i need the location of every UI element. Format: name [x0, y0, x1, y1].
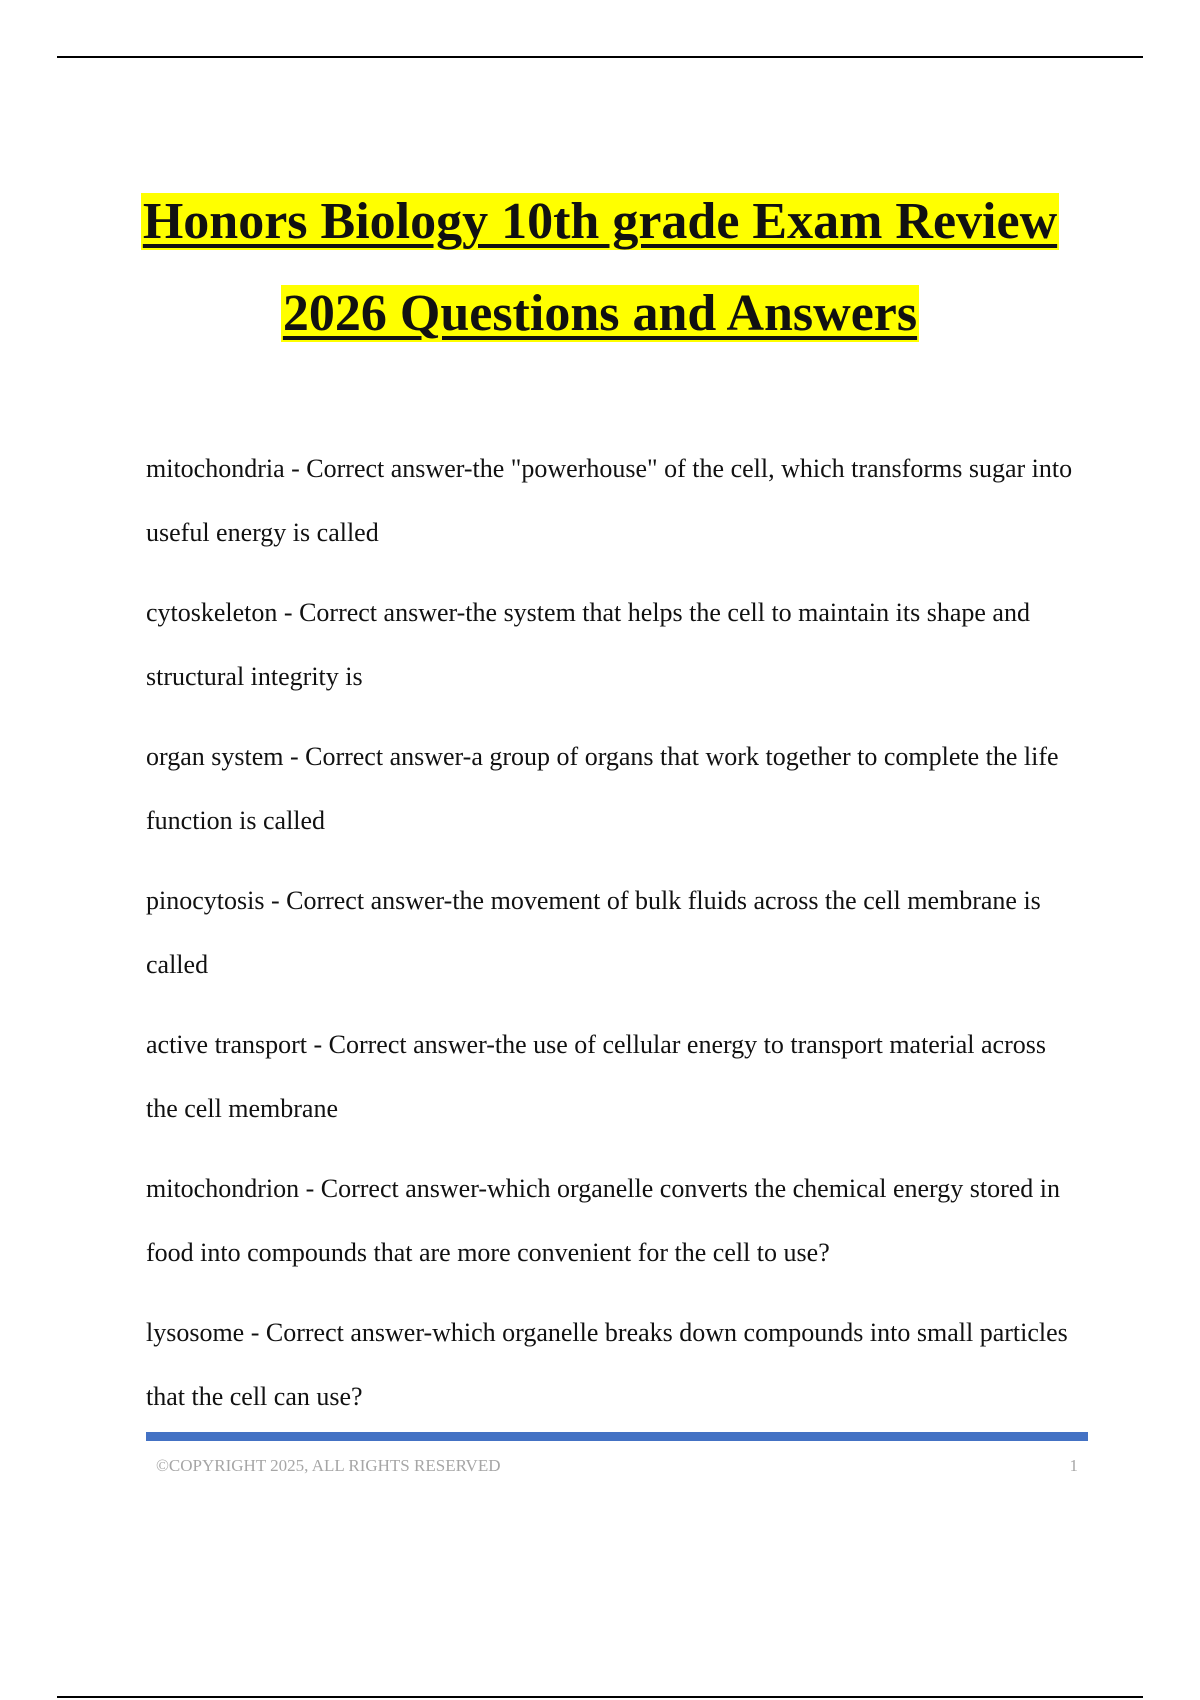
- qa-item-organ-system: organ system - Correct answer-a group of organs that work together to complete the life function is called: [146, 742, 1059, 835]
- qa-item-lysosome: lysosome - Correct answer-which organelle breaks down compounds into small particles that the cell can use?: [146, 1318, 1068, 1411]
- qa-item-mitochondrion: mitochondrion - Correct answer-which organelle converts the chemical energy stored in food into compounds that are more convenient for the cell to use?: [146, 1174, 1060, 1267]
- qa-item-cytoskeleton: cytoskeleton - Correct answer-the system that helps the cell to maintain its shape and structural integrity is: [146, 598, 1030, 691]
- qa-item-active-transport: active transport - Correct answer-the use of cellular energy to transport material across the cell membrane: [146, 1030, 1046, 1123]
- footer-divider: [146, 1432, 1088, 1441]
- copyright-notice: ©COPYRIGHT 2025, ALL RIGHTS RESERVED: [156, 1456, 501, 1475]
- document-title: [0, 176, 1200, 360]
- qa-item-pinocytosis: pinocytosis - Correct answer-the movement of bulk fluids across the cell membrane is called: [146, 886, 1041, 979]
- bottom-rule: [57, 1696, 1143, 1698]
- title-line-2: 2026 Questions and Answers: [282, 285, 918, 342]
- page-footer: [156, 1456, 1078, 1476]
- qa-list: [146, 437, 1076, 1445]
- qa-item-mitochondria: mitochondria - Correct answer-the "powerhouse" of the cell, which transforms sugar into useful energy is called: [146, 454, 1073, 547]
- top-rule: [57, 56, 1143, 58]
- title-line-1: Honors Biology 10th grade Exam Review: [142, 193, 1058, 250]
- page-number: 1: [1069, 1456, 1078, 1475]
